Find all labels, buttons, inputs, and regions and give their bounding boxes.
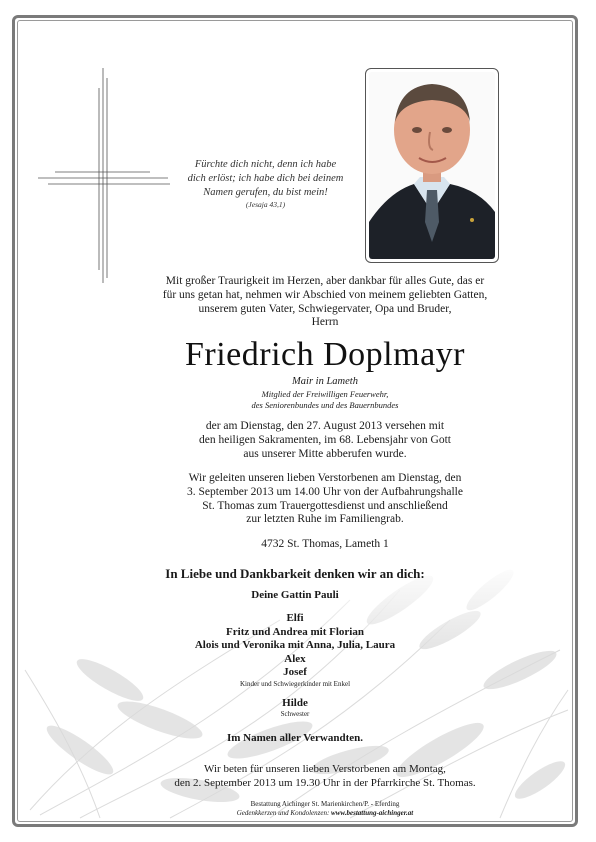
intro-line: unserem guten Vater, Schwiegervater, Opa und Bruder, xyxy=(198,302,452,315)
family-member: Alex xyxy=(284,652,306,665)
mourners-heading: In Liebe und Dankbarkeit denken wir an dich: xyxy=(165,566,425,581)
deceased-nickname: Mair in Lameth xyxy=(292,376,358,387)
verse-line: dich erlöst; ich habe dich bei deinem xyxy=(187,173,344,184)
membership-line: Mitglied der Freiwilligen Feuerwehr, xyxy=(261,389,389,399)
intro-text xyxy=(120,275,530,330)
prayer-notice xyxy=(100,763,550,791)
sister-name: Hilde xyxy=(282,696,308,709)
funeral-notice xyxy=(120,472,530,527)
intro-line: für uns getan hat, nehmen wir Abschied von meinem geliebten Gatten, xyxy=(162,288,488,301)
family-note: Kinder und Schwiegerkinder mit Enkel xyxy=(239,679,351,688)
family-member: Fritz und Andrea mit Florian xyxy=(226,625,364,638)
condolence-label: Gedenkkerzen und Kondolenzen: xyxy=(236,808,330,817)
death-notice xyxy=(120,420,530,461)
prayer-line: Wir beten für unseren lieben Verstorbenen am Montag, xyxy=(204,763,446,775)
deceased-name: Friedrich Doplmayr xyxy=(185,336,465,373)
death-line: den heiligen Sakramenten, im 68. Lebensjahr von Gott xyxy=(199,433,451,446)
death-line: der am Dienstag, den 27. August 2013 versehen mit xyxy=(205,420,445,432)
funeral-home: Bestattung Aichinger St. Marienkirchen/P. - Eferding xyxy=(250,800,400,808)
intro-line: Herrn xyxy=(311,316,339,329)
footer xyxy=(120,800,530,817)
membership-text xyxy=(150,389,500,410)
membership-line: des Seniorenbundes und des Bauernbundes xyxy=(251,399,399,410)
mourners-section xyxy=(70,566,520,745)
address: 4732 St. Thomas, Lameth 1 xyxy=(261,538,389,550)
family-member: Josef xyxy=(283,666,307,678)
funeral-line: 3. September 2013 um 14.00 Uhr von der Aufbahrungshalle xyxy=(187,485,463,498)
funeral-line: St. Thomas zum Trauergottesdienst und anschließend xyxy=(202,499,448,512)
cross-icon xyxy=(0,0,200,300)
family-member: Alois und Veronika mit Anna, Julia, Laura xyxy=(194,639,396,651)
sister-note: Schwester xyxy=(280,710,310,718)
condolence-url[interactable]: www.bestattung-aichinger.at xyxy=(331,808,414,817)
verse-line: Fürchte dich nicht, denn ich habe xyxy=(194,159,337,170)
wife-name: Deine Gattin Pauli xyxy=(251,589,339,601)
verse-reference: (Jesaja 43,1) xyxy=(245,200,286,209)
intro-line: Mit großer Traurigkeit im Herzen, aber dankbar für alles Gute, das er xyxy=(165,275,485,287)
prayer-line: den 2. September 2013 um 19.30 Uhr in der Pfarrkirche St. Thomas. xyxy=(174,776,476,789)
funeral-line: zur letzten Ruhe im Familiengrab. xyxy=(246,513,404,526)
funeral-line: Wir geleiten unseren lieben Verstorbenen am Dienstag, den xyxy=(188,472,462,484)
portrait-photo xyxy=(365,68,499,263)
family-member: Elfi xyxy=(286,612,304,624)
death-line: aus unserer Mitte abberufen wurde. xyxy=(243,447,407,460)
portrait-image xyxy=(369,72,495,259)
verse-line: Namen gerufen, du bist mein! xyxy=(203,187,328,198)
relatives-line: Im Namen aller Verwandten. xyxy=(226,732,364,744)
bible-verse xyxy=(168,158,363,209)
